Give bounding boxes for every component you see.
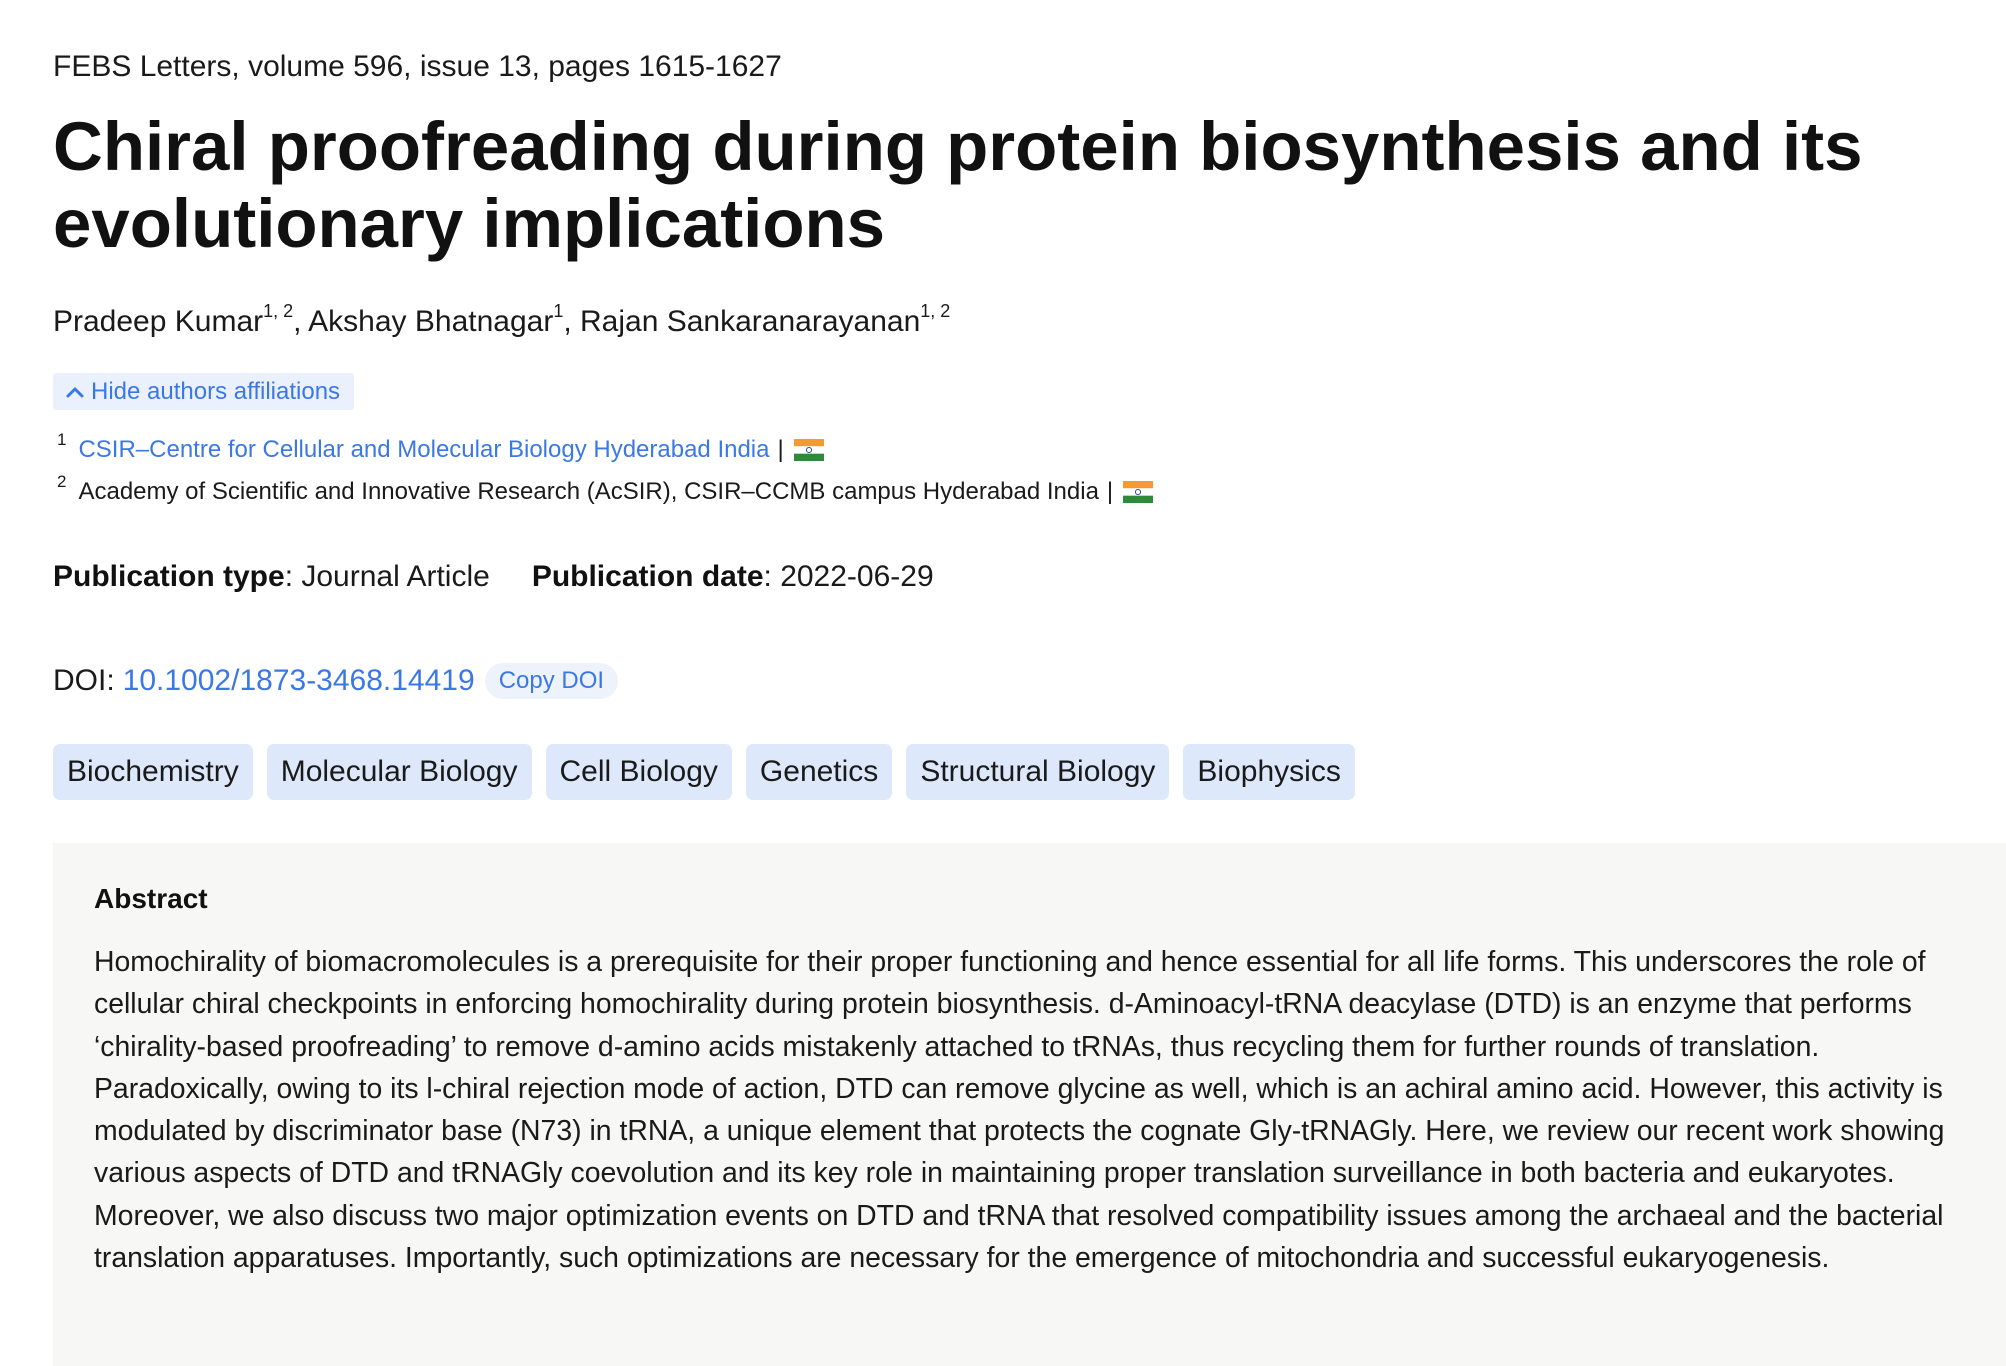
subject-tag[interactable]: Molecular Biology xyxy=(267,744,532,800)
abstract-text: Homochirality of biomacromolecules is a prerequisite for their proper functioning and hence essential for all life forms. This underscores the role of cellular chiral checkpoints in enforcing homochirality during protein biosynthesis. d-Aminoacyl-tRNA deacylase (DTD) is an enzyme that performs ‘chirality-based proofreading’ to remove d-amino acids mistakenly attached to tRNAs, thus recycling them for further rounds of translation. Paradoxically, owing to its l-chiral rejection mode of action, DTD can remove glycine as well, which is an achiral amino acid. However, this activity is modulated by discriminator base (N73) in tRNA, a unique element that protects the cognate Gly-tRNAGly. Here, we review our recent work showing various aspects of DTD and tRNAGly coevolution and its key role in maintaining proper translation surveillance in both bacteria and eukaryotes. Moreover, we also discuss two major optimization events on DTD and tRNA that resolved compatibility issues among the archaeal and the bacterial translation apparatuses. Importantly, such optimizations are necessary for the emergence of mitochondria and successful eukaryogenesis. xyxy=(94,946,1945,1275)
affiliation-item xyxy=(57,472,1153,506)
author-name[interactable]: Pradeep Kumar xyxy=(53,305,264,338)
author-affiliation-number: 1, 2 xyxy=(920,301,951,321)
subject-tag[interactable]: Biophysics xyxy=(1183,744,1354,800)
abstract-section xyxy=(53,843,2006,1366)
subject-tag[interactable]: Genetics xyxy=(746,744,892,800)
affiliation-text: Academy of Scientific and Innovative Research (AcSIR), CSIR–CCMB campus Hyderabad India xyxy=(78,478,1099,505)
india-flag-icon xyxy=(794,439,824,461)
affiliation-link[interactable]: CSIR–Centre for Cellular and Molecular Biology Hyderabad India xyxy=(78,436,770,463)
abstract-heading: Abstract xyxy=(94,883,208,914)
doi-label: DOI: xyxy=(53,664,115,697)
subject-tag[interactable]: Cell Biology xyxy=(546,744,732,800)
publication-type: Publication type: Journal Article xyxy=(53,560,490,593)
hide-affiliations-button[interactable] xyxy=(53,373,354,410)
author-name[interactable]: Akshay Bhatnagar xyxy=(308,305,554,338)
affiliation-number: 1 xyxy=(57,430,67,449)
author-affiliation-number: 1 xyxy=(553,301,564,321)
chevron-up-icon xyxy=(65,385,85,399)
publication-type-label: Publication type xyxy=(53,560,285,593)
subject-tag[interactable]: Structural Biology xyxy=(906,744,1169,800)
subject-tag[interactable]: Biochemistry xyxy=(53,744,253,800)
author-affiliation-number: 1, 2 xyxy=(263,301,294,321)
hide-affiliations-label: Hide authors affiliations xyxy=(91,378,341,405)
doi-link[interactable]: 10.1002/1873-3468.14419 xyxy=(122,664,475,697)
author-name[interactable]: Rajan Sankaranarayanan xyxy=(580,305,921,338)
article-title: Chiral proofreading during protein biosynthesis and its evolutionary implications xyxy=(53,108,1863,262)
copy-doi-button[interactable]: Copy DOI xyxy=(485,663,618,699)
publication-type-value: Journal Article xyxy=(301,560,490,593)
subject-tags xyxy=(53,744,1355,800)
journal-citation: FEBS Letters, volume 596, issue 13, pages 1615-1627 xyxy=(53,50,782,83)
affiliation-separator: | xyxy=(777,436,784,463)
publication-meta xyxy=(53,560,934,594)
doi-row xyxy=(53,663,618,699)
author-list xyxy=(53,301,951,339)
publication-date-label: Publication date xyxy=(531,560,764,593)
india-flag-icon xyxy=(1123,481,1153,503)
affiliation-separator: | xyxy=(1106,478,1114,505)
affiliation-item xyxy=(57,430,824,464)
author-separator: , xyxy=(293,305,309,338)
publication-date: Publication date: 2022-06-29 xyxy=(531,560,934,593)
publication-date-value: 2022-06-29 xyxy=(780,560,934,593)
affiliation-number: 2 xyxy=(57,472,67,491)
author-separator: , xyxy=(563,305,581,338)
